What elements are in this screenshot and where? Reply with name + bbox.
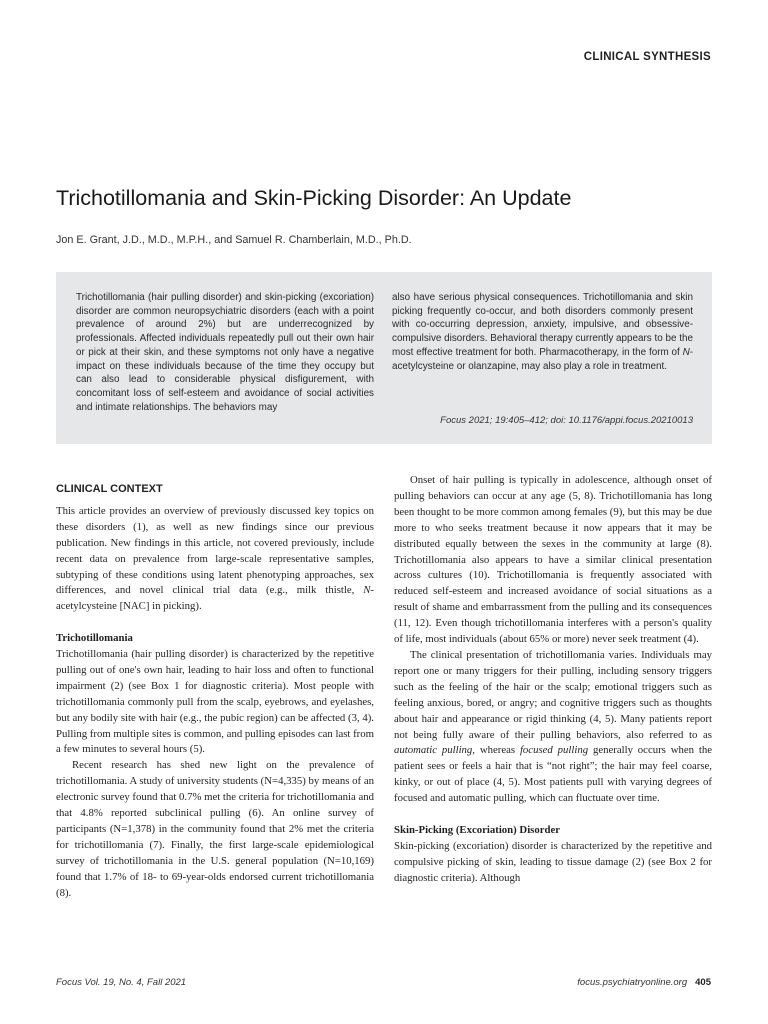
body-left-column: [56, 473, 374, 902]
footer-url[interactable]: focus.psychiatryonline.org: [577, 977, 688, 988]
subheading-skin-picking: Skin-Picking (Excoriation) Disorder: [394, 823, 561, 836]
abstract-italic-n: N: [682, 346, 690, 358]
page-number: 405: [695, 977, 711, 988]
paragraph-text: whereas: [475, 744, 520, 757]
paragraph: Trichotillomania (hair pulling disorder) is characterized by the repetitive pulling out of one's own hair, leading to hair loss and often to functional impairment (2) (see Box 1 for diagnostic criteria). Most people with trichotillomania commonly pull from the scalp, eyebrows, and eyelashes, but any bodily site with hair (e.g., the pubic region) can be affected (3, 4). Pulling from multiple sites is common, and pulling episodes can last from a few minutes to several hours (5).: [56, 648, 374, 756]
author-list: Jon E. Grant, J.D., M.D., M.P.H., and Samuel R. Chamberlain, M.D., Ph.D.: [56, 234, 412, 246]
abstract-right-text: also have serious physical consequences. Trichotillomania and skin picking frequently co-occur, and both disorders commonly present with co-occurring depression, anxiety, impulsive, and obsessive-compulsive disorders. Behavioral therapy currently appears to be the most effective treatment for both. Pharmacotherapy, in the form of: [392, 292, 693, 358]
paragraph: Skin-picking (excoriation) disorder is characterized by the repetitive and compulsive picking of skin, leading to tissue damage (2) (see Box 2 for diagnostic criteria). Although: [394, 839, 712, 884]
paragraph-text-end: -acetylcysteine [NAC] in picking).: [56, 584, 374, 613]
subheading-trichotillomania: Trichotillomania: [56, 632, 133, 645]
section-tag: CLINICAL SYNTHESIS: [583, 51, 711, 63]
italic-term-automatic-pulling: automatic pulling,: [394, 744, 475, 757]
paragraph: Onset of hair pulling is typically in adolescence, although onset of pulling behaviors can occur at any age (5, 8). Trichotillomania has long been thought to be more common among females (9), but this may be due more to who seeks treatment because it now appears that it may be distributed equally between the sexes in the community at large (8). Trichotillomania also appears to have a similar clinical presentation across cultures (10). Trichotillomania is frequently associated with reduced self-esteem and increased avoidance of social situations as a result of shame and embarrassment from the pulling and its consequences (11, 12). Even though trichotillomania interferes with a person's quality of life, most individuals (about 65% or more) never seek treatment (4).: [394, 474, 712, 646]
abstract-left-column: Trichotillomania (hair pulling disorder) and skin-picking (excoriation) disorder are common neuropsychiatric disorders (each with a point prevalence of around 2%) but are underrecognized by professionals. Affected individuals repeatedly pull out their own hair or pick at their skin, and these symptoms not only have a negative impact on these individuals because of the time they occupy but can also lead to considerable physical disfigurement, with concomitant loss of self-esteem and avoidance of social activities and intimate relationships. The behaviors may: [76, 292, 374, 413]
citation-line: Focus 2021; 19:405–412; doi: 10.1176/appi.focus.20210013: [440, 415, 693, 426]
paragraph: [56, 504, 374, 615]
abstract-right-text-end: -acetylcysteine or olanzapine, may also play a role in treatment.: [392, 346, 693, 372]
body-right-column: [394, 473, 712, 887]
section-heading-clinical-context: CLINICAL CONTEXT: [56, 483, 163, 495]
abstract-right-column: [392, 291, 693, 373]
paragraph-text-end: generally occurs when the patient sees or feels a hair that is “not right”; the hair may feel coarse, kinky, or out of place (4, 5). Most patients pull with varying degrees of focused and automatic pulling, which can fluctuate over time.: [394, 744, 712, 805]
footer-journal: Focus Vol. 19, No. 4, Fall 2021: [56, 977, 187, 988]
paragraph-text: The clinical presentation of trichotillomania varies. Individuals may report one or many triggers for their pulling, including sensory triggers such as the feeling of the hair or the scalp; emotional triggers such as feeling anxious, bored, or angry; and cognitive triggers such as thoughts about hair and appearance or rigid thinking (4, 5). Many patients report not being fully aware of their pulling behaviors, also referred to as: [394, 648, 712, 741]
paragraph-text: This article provides an overview of previously discussed key topics on these disorders (1), as well as new findings since our previous publication. New findings in this article, not covered previously, include recent data on prevalence from large-scale representative samples, subtyping of these conditions using latent phenotyping approaches, sex differences, and novel clinical trial data (e.g., milk thistle,: [56, 504, 374, 597]
paragraph: [394, 648, 712, 807]
italic-term-focused-pulling: focused pulling: [519, 744, 589, 757]
footer-right: [577, 977, 711, 988]
abstract-box: [56, 272, 712, 444]
italic-n: N: [363, 584, 371, 597]
paragraph: Recent research has shed new light on the prevalence of trichotillomania. A study of university students (N=4,335) by means of an electronic survey found that 0.7% met the criteria for trichotillomania and that 4.8% reported subclinical pulling (6). An online survey of participants (N=1,378) in the community found that 2% met the criteria for trichotillomania (7). Finally, the first large-scale epidemiological survey of trichotillomania in the U.S. general population (N=10,169) found that 1.7% of 18- to 69-year-olds endorsed current trichotillomania (8).: [56, 759, 374, 899]
article-title: Trichotillomania and Skin-Picking Disorder: An Update: [56, 186, 572, 210]
